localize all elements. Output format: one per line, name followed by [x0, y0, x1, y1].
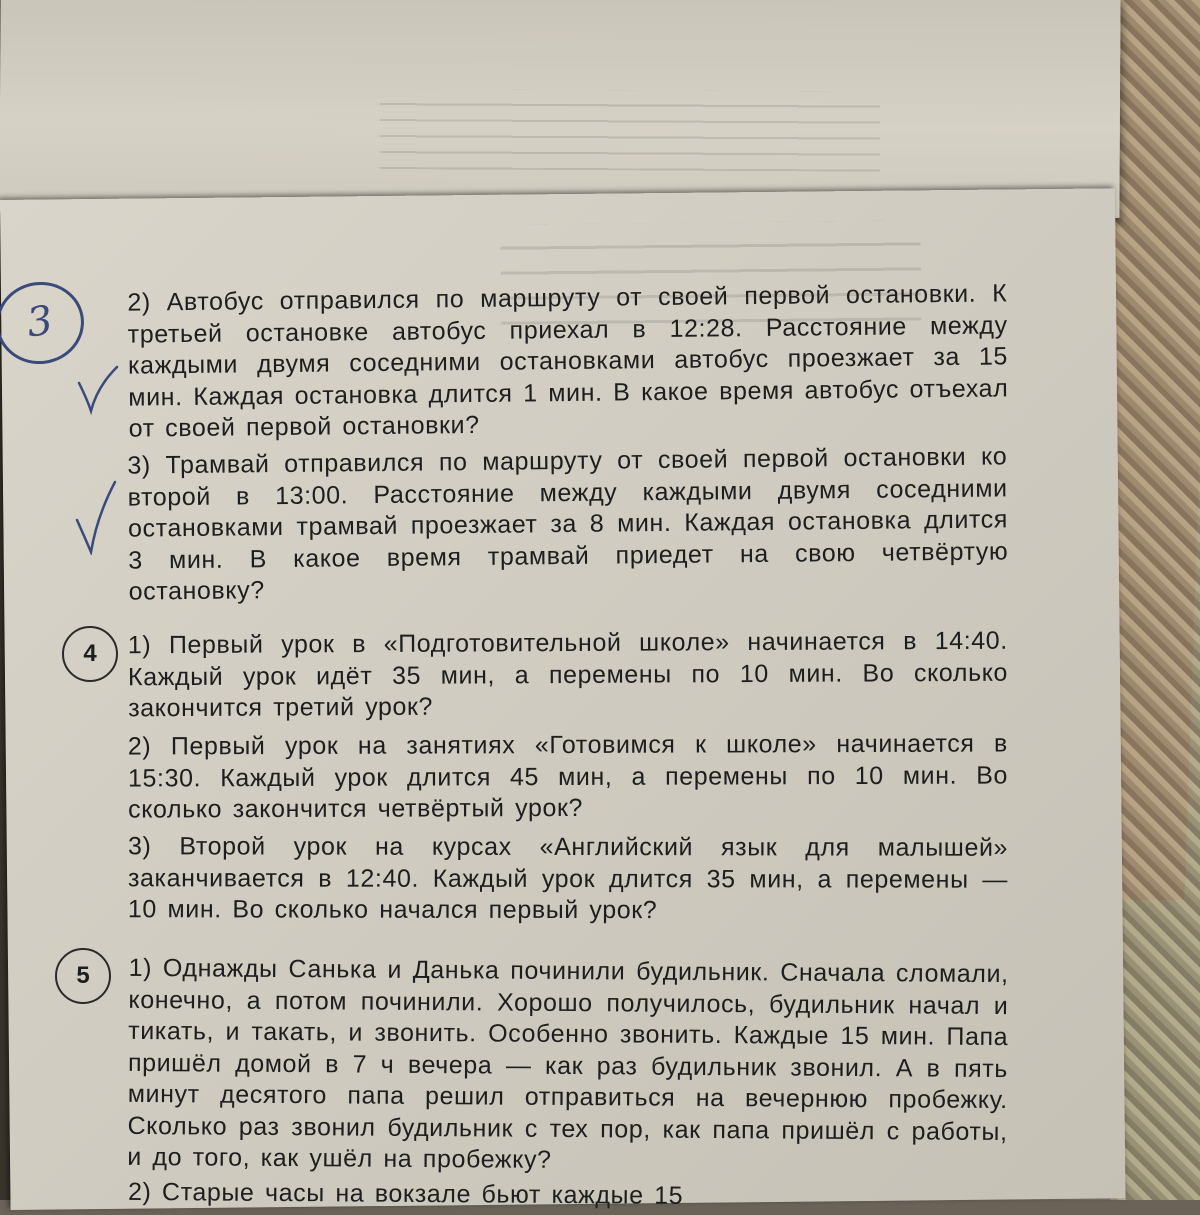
faded-text — [380, 89, 880, 172]
overlapping-page — [0, 0, 1121, 218]
task5-item2-partial: 2) Старые часы на вокзале бьют каждые 15 — [127, 1177, 684, 1210]
task3-item2: 2) Автобус отправился по маршруту от своей первой остановки. К третьей остановке автобус приехал в 12:28. Расстояние между каждыми двумя соседними остановками автобус проезжает за 15 мин. Каждая остановка длится 1 мин. В какое время автобус отъехал от своей первой остановки? — [127, 279, 1009, 443]
task5-item1: 1) Однажды Санька и Данька починили будильник. Сначала сломали, конечно, а потом починили. Хорошо получилось, будильник начал и тикать, и такать, и звонить. Особенно звонить. Каждые 15 мин. Папа пришёл домой в 7 ч вечера — как раз будильник звонил. А в пять минут десятого папа решил отправиться на вечернюю пробежку. Сколько раз звонил будильник с тех пор, как папа пришёл с работы, и до того, как ушёл на пробежку? — [127, 953, 1009, 1174]
check-mark-icon — [75, 365, 120, 415]
task4-item3: 3) Второй урок на курсах «Английский язык для малышей» заканчивается в 12:40. Каждый урок длится 35 мин, а перемены — 10 мин. Во сколько начался первый урок? — [127, 832, 1009, 925]
task-number-5: 5 — [55, 948, 111, 1004]
task4-item2: 2) Первый урок на занятиях «Готовимся к школе» начинается в 15:30. Каждый урок длится 45 мин, а перемены по 10 мин. Во сколько закончится четвёртый урок? — [127, 729, 1009, 824]
task3-item3: 3) Трамвай отправился по маршруту от своей первой остановки ко второй в 13:00. Расстояние между каждыми двумя соседними остановками трамвай проезжает за 8 мин. Каждая остановка длится 3 мин. В какое время трамвай приедет на свою четвёртую остановку? — [127, 442, 1009, 606]
task4-item1: 1) Первый урок в «Подготовительной школе» начинается в 14:40. Каждый урок идёт 35 мин, а перемены по 10 мин. Во сколько закончится третий урок? — [127, 626, 1009, 723]
handwritten-mark-text: 3 — [24, 297, 56, 347]
check-mark-icon — [73, 480, 118, 555]
task-number-4: 4 — [62, 626, 118, 682]
